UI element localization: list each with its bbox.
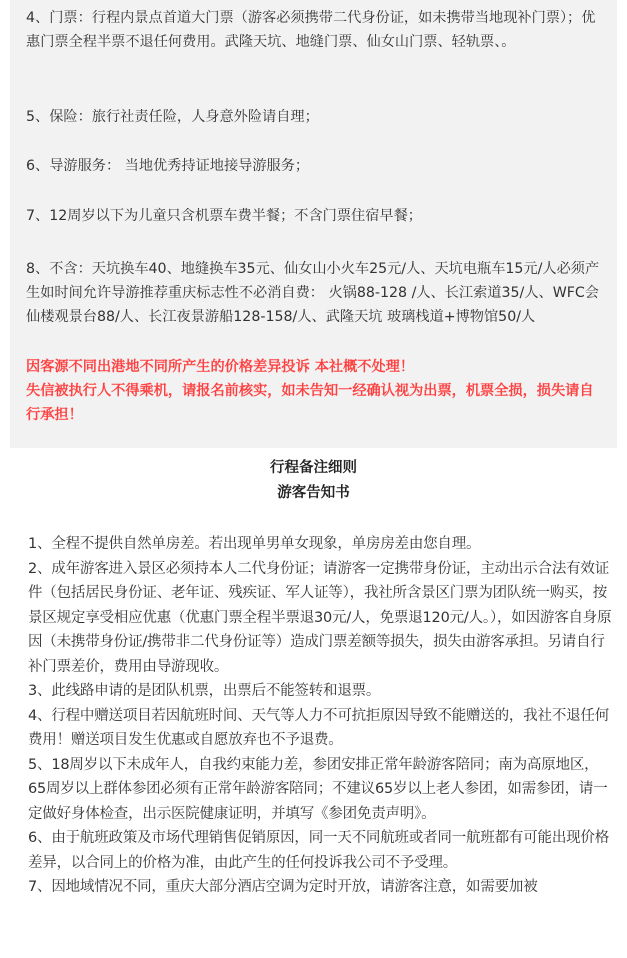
note-item: 3、此线路申请的是团队机票，出票后不能签转和退票。 (28, 683, 381, 699)
warning-price-difference: 因客源不同出港地不同所产生的价格差异投诉 本社概不处理！ (26, 359, 415, 375)
note-item: 4、行程中赠送项目若因航班时间、天气等人力不可抗拒原因导致不能赠送的，我社不退任何费用！赠送项目发生优惠或自愿放弃也不予退费。 (28, 707, 610, 748)
item-children-policy: 7、12周岁以下为儿童只含机票车费半餐；不含门票住宿早餐； (26, 208, 422, 224)
item-not-included: 8、不含：天坑换车40、地缝换车35元、仙女山小火车25元/人、天坑电瓶车15元/人必须产生如时间允许导游推荐重庆标志性不必消自费： 火锅88-128 /人、长江索道35/人、WFC会仙楼观景台88/人、长江夜景游船128-158/人、武隆天坑 玻璃栈道+博物馆50/人 (26, 261, 600, 325)
note-item: 1、全程不提供自然单房差。若出现单男单女现象，单房房差由您自理。 (28, 536, 481, 552)
note-item: 6、由于航班政策及市场代理销售促销原因，同一天不同航班或者同一航班都有可能出现价格差异，以合同上的价格为准，由此产生的任何投诉我公司不予受理。 (28, 830, 610, 871)
warning-dishonest-persons: 失信被执行人不得乘机，请报名前核实，如未告知一经确认视为出票，机票全损，损失请自行承担！ (26, 383, 594, 423)
note-item: 2、成年游客进入景区必须持本人二代身份证；请游客一定携带身份证，主动出示合法有效证件（包括居民身份证、老年证、残疾证、军人证等），我社所含景区门票为团队统一购买，按景区规定享受相应优惠（优惠门票全程半票退30元/人，免票退120元/人。），如因游客自身原因（未携带身份证/携带非二代身份证等）造成门票差额等损失，损失由游客承担。另请自行补门票差价，费用由导游现收。 (28, 560, 612, 675)
note-item: 5、18周岁以下未成年人，自我约束能力差，参团安排正常年龄游客陪同；南为高原地区，65周岁以上群体参团必须有正常年龄游客陪同；不建议65岁以上老人参团，如需参团，请一定做好身体检查，出示医院健康证明，并填写《参团免责声明》。 (28, 756, 608, 822)
included-services-panel (10, 0, 617, 448)
item-guide-service: 6、导游服务： 当地优秀持证地接导游服务； (26, 158, 310, 174)
note-item: 7、因地域情况不同，重庆大部分酒店空调为定时开放，请游客注意，如需要加被 (28, 879, 538, 895)
item-insurance: 5、保险：旅行社责任险，人身意外险请自理； (26, 109, 319, 125)
item-tickets: 4、门票：行程内景点首道大门票（游客必须携带二代身份证，如未携带当地现补门票）；优惠门票全程半票不退任何费用。武隆天坑、地缝门票、仙女山门票、轻轨票、。 (26, 10, 596, 50)
section-subtitle: 游客告知书 (277, 485, 350, 501)
section-title: 行程备注细则 (270, 460, 357, 476)
notes-list (28, 532, 613, 900)
